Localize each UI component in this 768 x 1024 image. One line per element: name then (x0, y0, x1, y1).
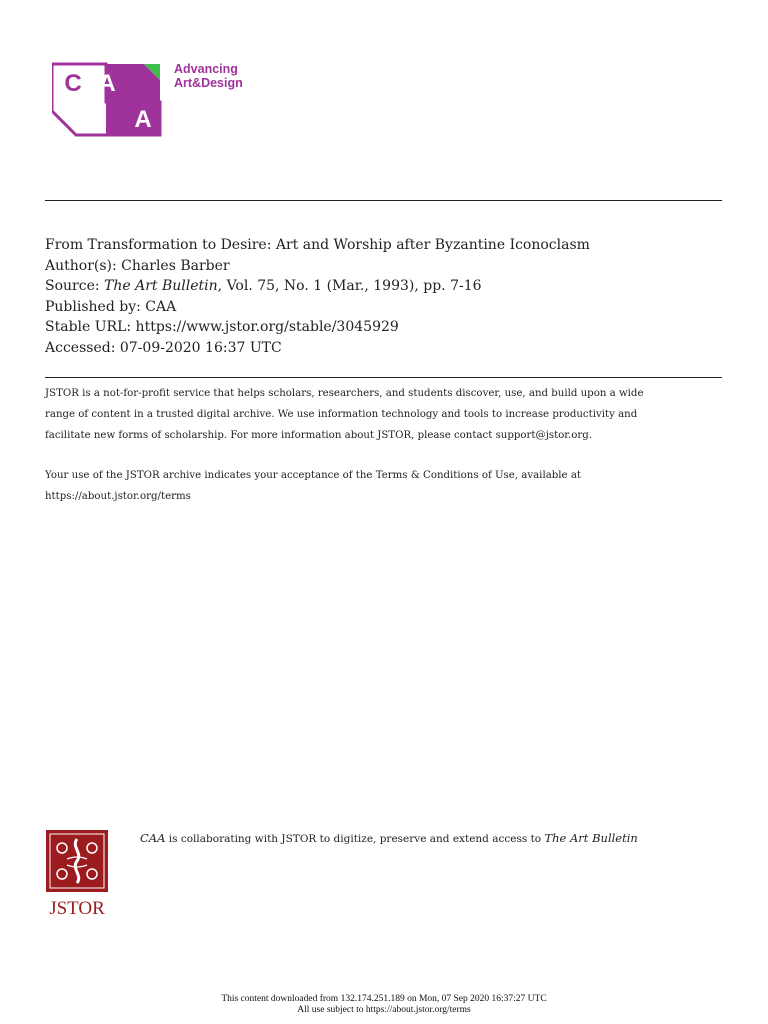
footer-download-line: This content downloaded from 132.174.251.189 on Mon, 07 Sep 2020 16:37:27 UTC (221, 994, 547, 1004)
notice-line: JSTOR is a not-for-profit service that helps scholars, researchers, and students discover, use, and build upon a wide (45, 388, 644, 399)
jstor-notice (45, 383, 725, 446)
collaboration-statement: CAA is collaborating with JSTOR to digitize, preserve and extend access to The Art Bulletin (140, 831, 638, 845)
top-divider (45, 200, 722, 201)
collab-org: CAA (140, 831, 166, 845)
middle-divider (45, 377, 722, 378)
publisher-line: Published by: CAA (45, 298, 177, 315)
terms-notice (45, 465, 725, 507)
collab-journal: The Art Bulletin (544, 831, 638, 845)
article-title: From Transformation to Desire: Art and Worship after Byzantine Iconoclasm (45, 237, 590, 253)
notice-line: facilitate new forms of scholarship. For more information about JSTOR, please contact support@jstor.org. (45, 430, 593, 441)
source-line: Source: The Art Bulletin, Vol. 75, No. 1 (Mar., 1993), pp. 7-16 (45, 278, 482, 294)
accessed-line: Accessed: 07-09-2020 16:37 UTC (45, 339, 282, 356)
footer-terms-line: All use subject to https://about.jstor.org/terms (297, 1005, 471, 1015)
logo-tagline (174, 62, 243, 90)
stable-url-link[interactable]: https://www.jstor.org/stable/3045929 (135, 319, 399, 335)
source-journal: The Art Bulletin (104, 278, 218, 294)
accessed-date: 07-09-2020 16:37 UTC (119, 339, 282, 356)
jstor-logo-label: JSTOR (49, 898, 105, 917)
authors: Charles Barber (121, 257, 230, 274)
notice-line: range of content in a trusted digital archive. We use information technology and tools to increase productivity and (45, 409, 638, 420)
terms-link[interactable]: https://about.jstor.org/terms (45, 491, 191, 502)
jstor-logo (45, 829, 109, 917)
tagline-line1: Advancing (174, 62, 238, 76)
logo-letter-a2: A (134, 106, 152, 133)
authors-line: Author(s): Charles Barber (45, 257, 230, 274)
terms-line: Your use of the JSTOR archive indicates your acceptance of the Terms & Conditions of Use, available at (45, 470, 581, 481)
download-footer (0, 994, 768, 1016)
publisher: CAA (145, 298, 177, 315)
logo-letter-c: C (64, 70, 82, 97)
tagline-line2: Art&Design (174, 76, 243, 90)
article-metadata (45, 235, 590, 358)
stable-url-line: Stable URL: https://www.jstor.org/stable/3045929 (45, 319, 399, 335)
logo-letter-a1: A (98, 70, 116, 97)
